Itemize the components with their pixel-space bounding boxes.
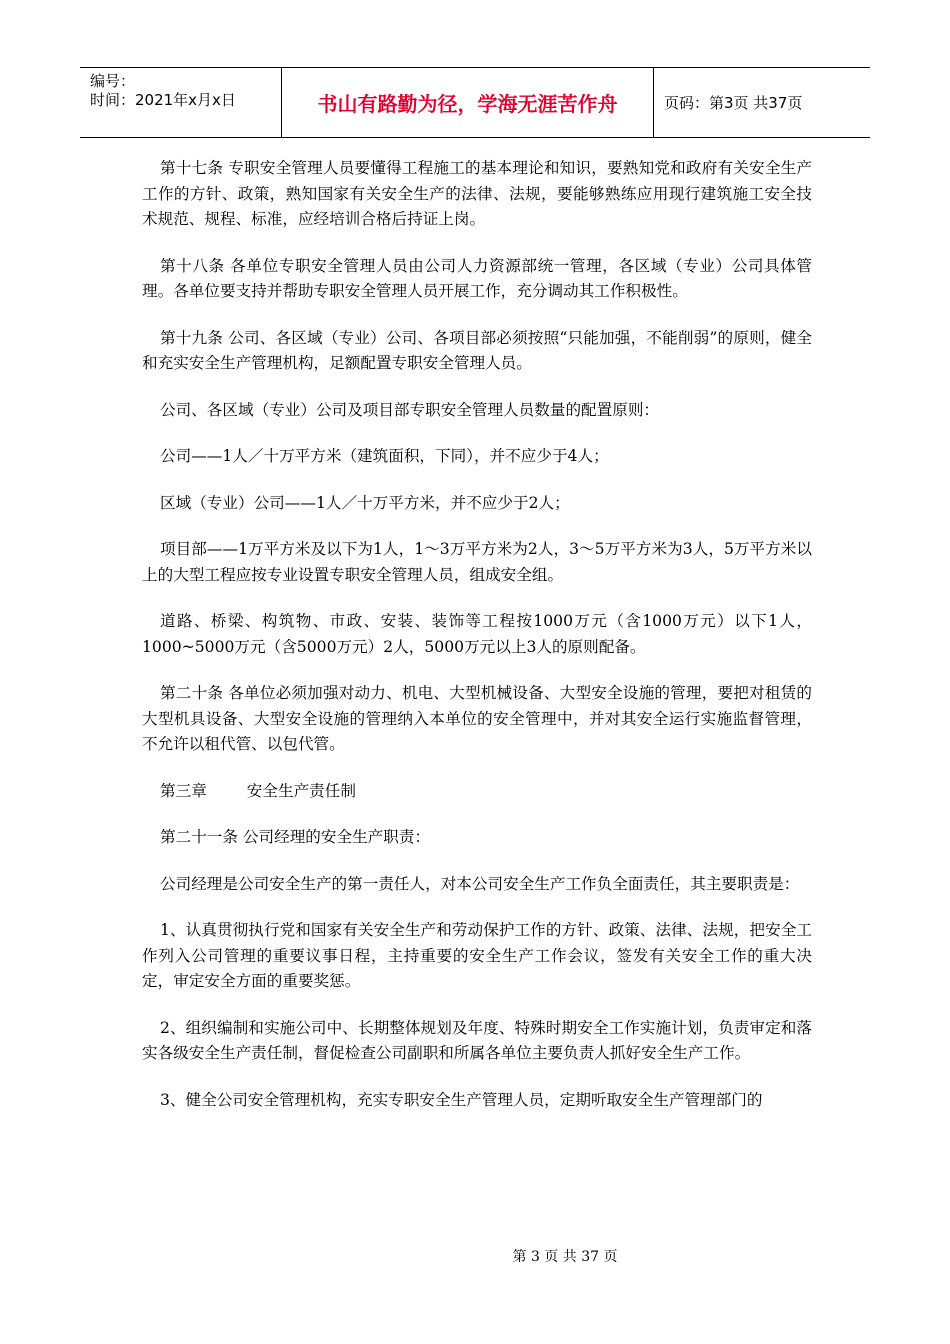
paragraph: 公司、各区域（专业）公司及项目部专职安全管理人员数量的配置原则： [160,400,660,419]
header-page-info: 页码：第3页 共37页 [664,94,803,112]
paragraph: 公司经理是公司安全生产的第一责任人，对本公司安全生产工作负全面责任，其主要职责是： [160,874,800,893]
paragraph: 公司——1人／十万平方米（建筑面积，下同），并不应少于4人； [160,447,609,465]
paragraph: 2、组织编制和实施公司中、长期整体规划及年度、特殊时期安全工作实施计划，负责审定和落实各级安全生产责任制，督促检查公司副职和所属各单位主要负责人抓好安全生产工作。 [142,1018,812,1062]
paragraph: 第二十一条 公司经理的安全生产职责： [160,828,431,846]
header-left-cell [80,68,282,137]
paragraph: 道路、桥梁、构筑物、市政、安装、装饰等工程按1000万元（含1000万元）以下1人，1000~5000万元（含5000万元）2人，5000万元以上3人的原则配备。 [142,612,812,656]
paragraph: 第十八条 各单位专职安全管理人员由公司人力资源部统一管理，各区域（专业）公司具体管理。各单位要支持并帮助专职安全管理人员开展工作，充分调动其工作积极性。 [142,256,812,300]
header-motto: 书山有路勤为径，学海无涯苦作舟 [282,68,654,137]
chapter-number: 第三章 [160,781,207,800]
page-footer: 第 3 页 共 37 页 [512,1249,618,1265]
page-header [80,67,870,138]
paragraph: 第十七条 专职安全管理人员要懂得工程施工的基本理论和知识，要熟知党和政府有关安全生产工作的方针、政策，熟知国家有关安全生产的法律、法规，要能够熟练应用现行建筑施工安全技术规范、规程、标准，应经培训合格后持证上岗。 [142,159,812,228]
chapter-heading [142,779,812,805]
chapter-title: 安全生产责任制 [246,781,356,800]
paragraph: 第二十条 各单位必须加强对动力、机电、大型机械设备、大型安全设施的管理，要把对租赁的大型机具设备、大型安全设施的管理纳入本单位的安全管理中，并对其安全运行实施监督管理，不允许以租代管、以包代管。 [142,684,812,753]
paragraph: 1、认真贯彻执行党和国家有关安全生产和劳动保护工作的方针、政策、法律、法规，把安全工作列入公司管理的重要议事日程，主持重要的安全生产工作会议，签发有关安全工作的重大决定，审定安全方面的重要奖惩。 [142,921,812,990]
document-body [142,156,812,1134]
paragraph: 3、健全公司安全管理机构，充实专职安全生产管理人员，定期听取安全生产管理部门的 [160,1090,763,1109]
document-time-label: 时间：2021年x月x日 [90,91,236,109]
paragraph: 第十九条 公司、各区域（专业）公司、各项目部必须按照“只能加强，不能削弱”的原则，健全和充实安全生产管理机构，足额配置专职安全管理人员。 [142,328,812,372]
document-number-label: 编号： [90,72,136,90]
paragraph: 项目部——1万平方米及以下为1人，1～3万平方米为2人，3～5万平方米为3人，5万平方米以上的大型工程应按专业设置专职安全管理人员，组成安全组。 [142,540,812,584]
paragraph: 区域（专业）公司——1人／十万平方米，并不应少于2人； [160,493,570,512]
